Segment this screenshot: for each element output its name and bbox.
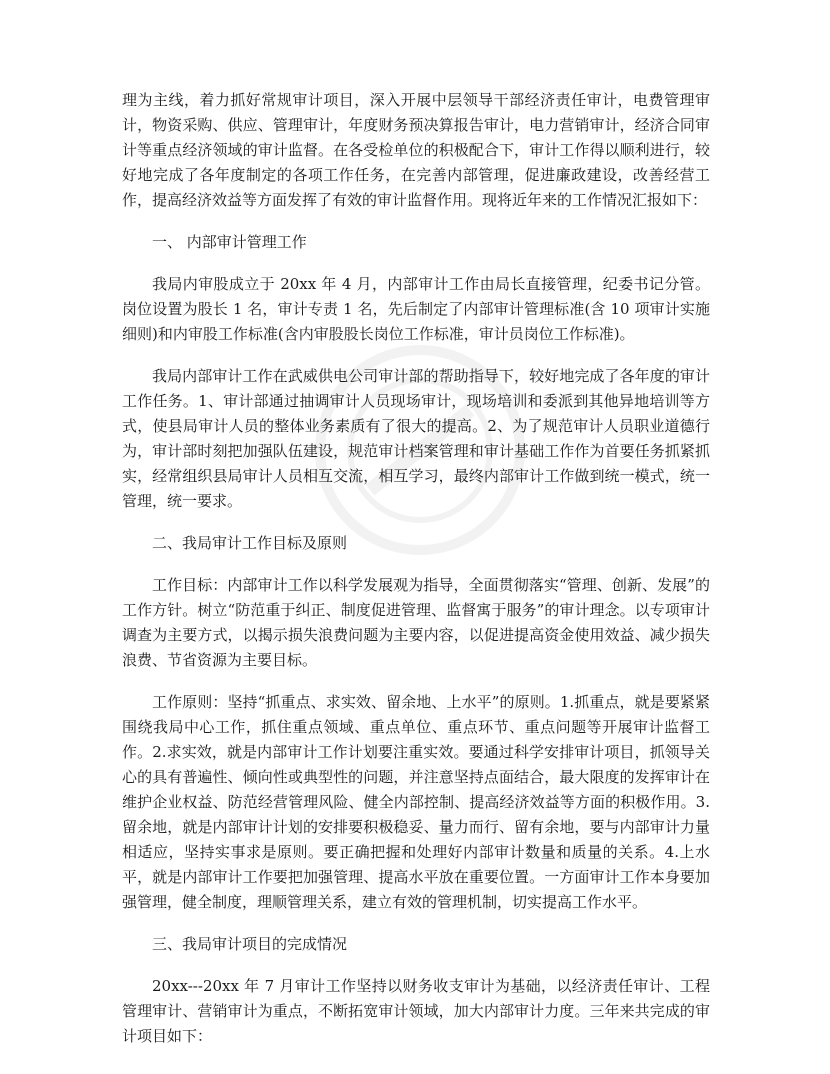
principles-paragraph: 工作原则：坚持“抓重点、求实效、留余地、上水平”的原则。1.抓重点，就是要紧紧围绕我局中心工作，抓住重点领域、重点单位、重点环节、重点问题等开展审计监督工作。2.求实效，就是内部审计工作计划要注重实效。要通过科学安排审计项目，抓领导关心的具有普遍性、倾向性或典型性的问题，并注意坚持点面结合，最大限度的发挥审计在维护企业权益、防范经营管理风险、健全内部控制、提高经济效益等方面的积极作用。3.留余地，就是内部审计计划的安排要积极稳妥、量力而行、留有余地，要与内部审计力量相适应，坚持实事求是原则。要正确把握和处理好内部审计数量和质量的关系。4.上水平，就是内部审计工作要把加强管理、提高水平放在重要位置。一方面审计工作本身要加强管理，健全制度，理顺管理关系，建立有效的管理机制，切实提高工作水平。 <box>122 693 710 911</box>
section-heading-goals-principles: 二、我局审计工作目标及原则 <box>152 534 348 552</box>
goals-paragraph: 工作目标：内部审计工作以科学发展观为指导，全面贯彻落实“管理、创新、发展”的工作方针。树立“防范重于纠正、制度促进管理、监督寓于服务”的审计理念。以专项审计调查为主要方式，以揭示损失浪费问题为主要内容，以促进提高资金使用效益、减少损失浪费、节省资源为主要目标。 <box>122 576 710 669</box>
project-completion-paragraph: 20xx---20xx 年 7 月审计工作坚持以财务收支审计为基础，以经济责任审计、工程管理审计、营销审计为重点，不断拓宽审计领域，加大内部审计力度。三年来共完成的审计项目如下： <box>122 977 710 1045</box>
intro-paragraph: 理为主线，着力抓好常规审计项目，深入开展中层领导干部经济责任审计，电费管理审计，物资采购、供应、管理审计，年度财务预决算报告审计，电力营销审计，经济合同审计等重点经济领域的审计监督。在各受检单位的积极配合下，审计工作得以顺利进行，较好地完成了各年度制定的各项工作任务，在完善内部管理，促进廉政建设，改善经营工作，提高经济效益等方面发挥了有效的审计监督作用。现将近年来的工作情况汇报如下： <box>122 91 710 209</box>
section-heading-project-completion: 三、我局审计项目的完成情况 <box>152 935 348 953</box>
document-body <box>122 88 710 1066</box>
section-heading-internal-audit: 一、 内部审计管理工作 <box>152 233 307 251</box>
internal-audit-paragraph-2: 我局内部审计工作在武威供电公司审计部的帮助指导下，较好地完成了各年度的审计工作任务。1、审计部通过抽调审计人员现场审计，现场培训和委派到其他异地培训等方式，使县局审计人员的整体业务素质有了很大的提高。2、为了规范审计人员职业道德行为，审计部时刻把加强队伍建设，规范审计档案管理和审计基础工作作为首要任务抓紧抓实，经常组织县局审计人员相互交流，相互学习，最终内部审计工作做到统一模式，统一管理，统一要求。 <box>122 367 710 510</box>
internal-audit-paragraph-1: 我局内审股成立于 20xx 年 4 月，内部审计工作由局长直接管理，纪委书记分管。岗位设置为股长 1 名，审计专责 1 名，先后制定了内部审计管理标准(含 10 项审计实施细则)和内审股工作标准(含内审股股长岗位工作标准，审计员岗位工作标准)。 <box>122 275 710 343</box>
